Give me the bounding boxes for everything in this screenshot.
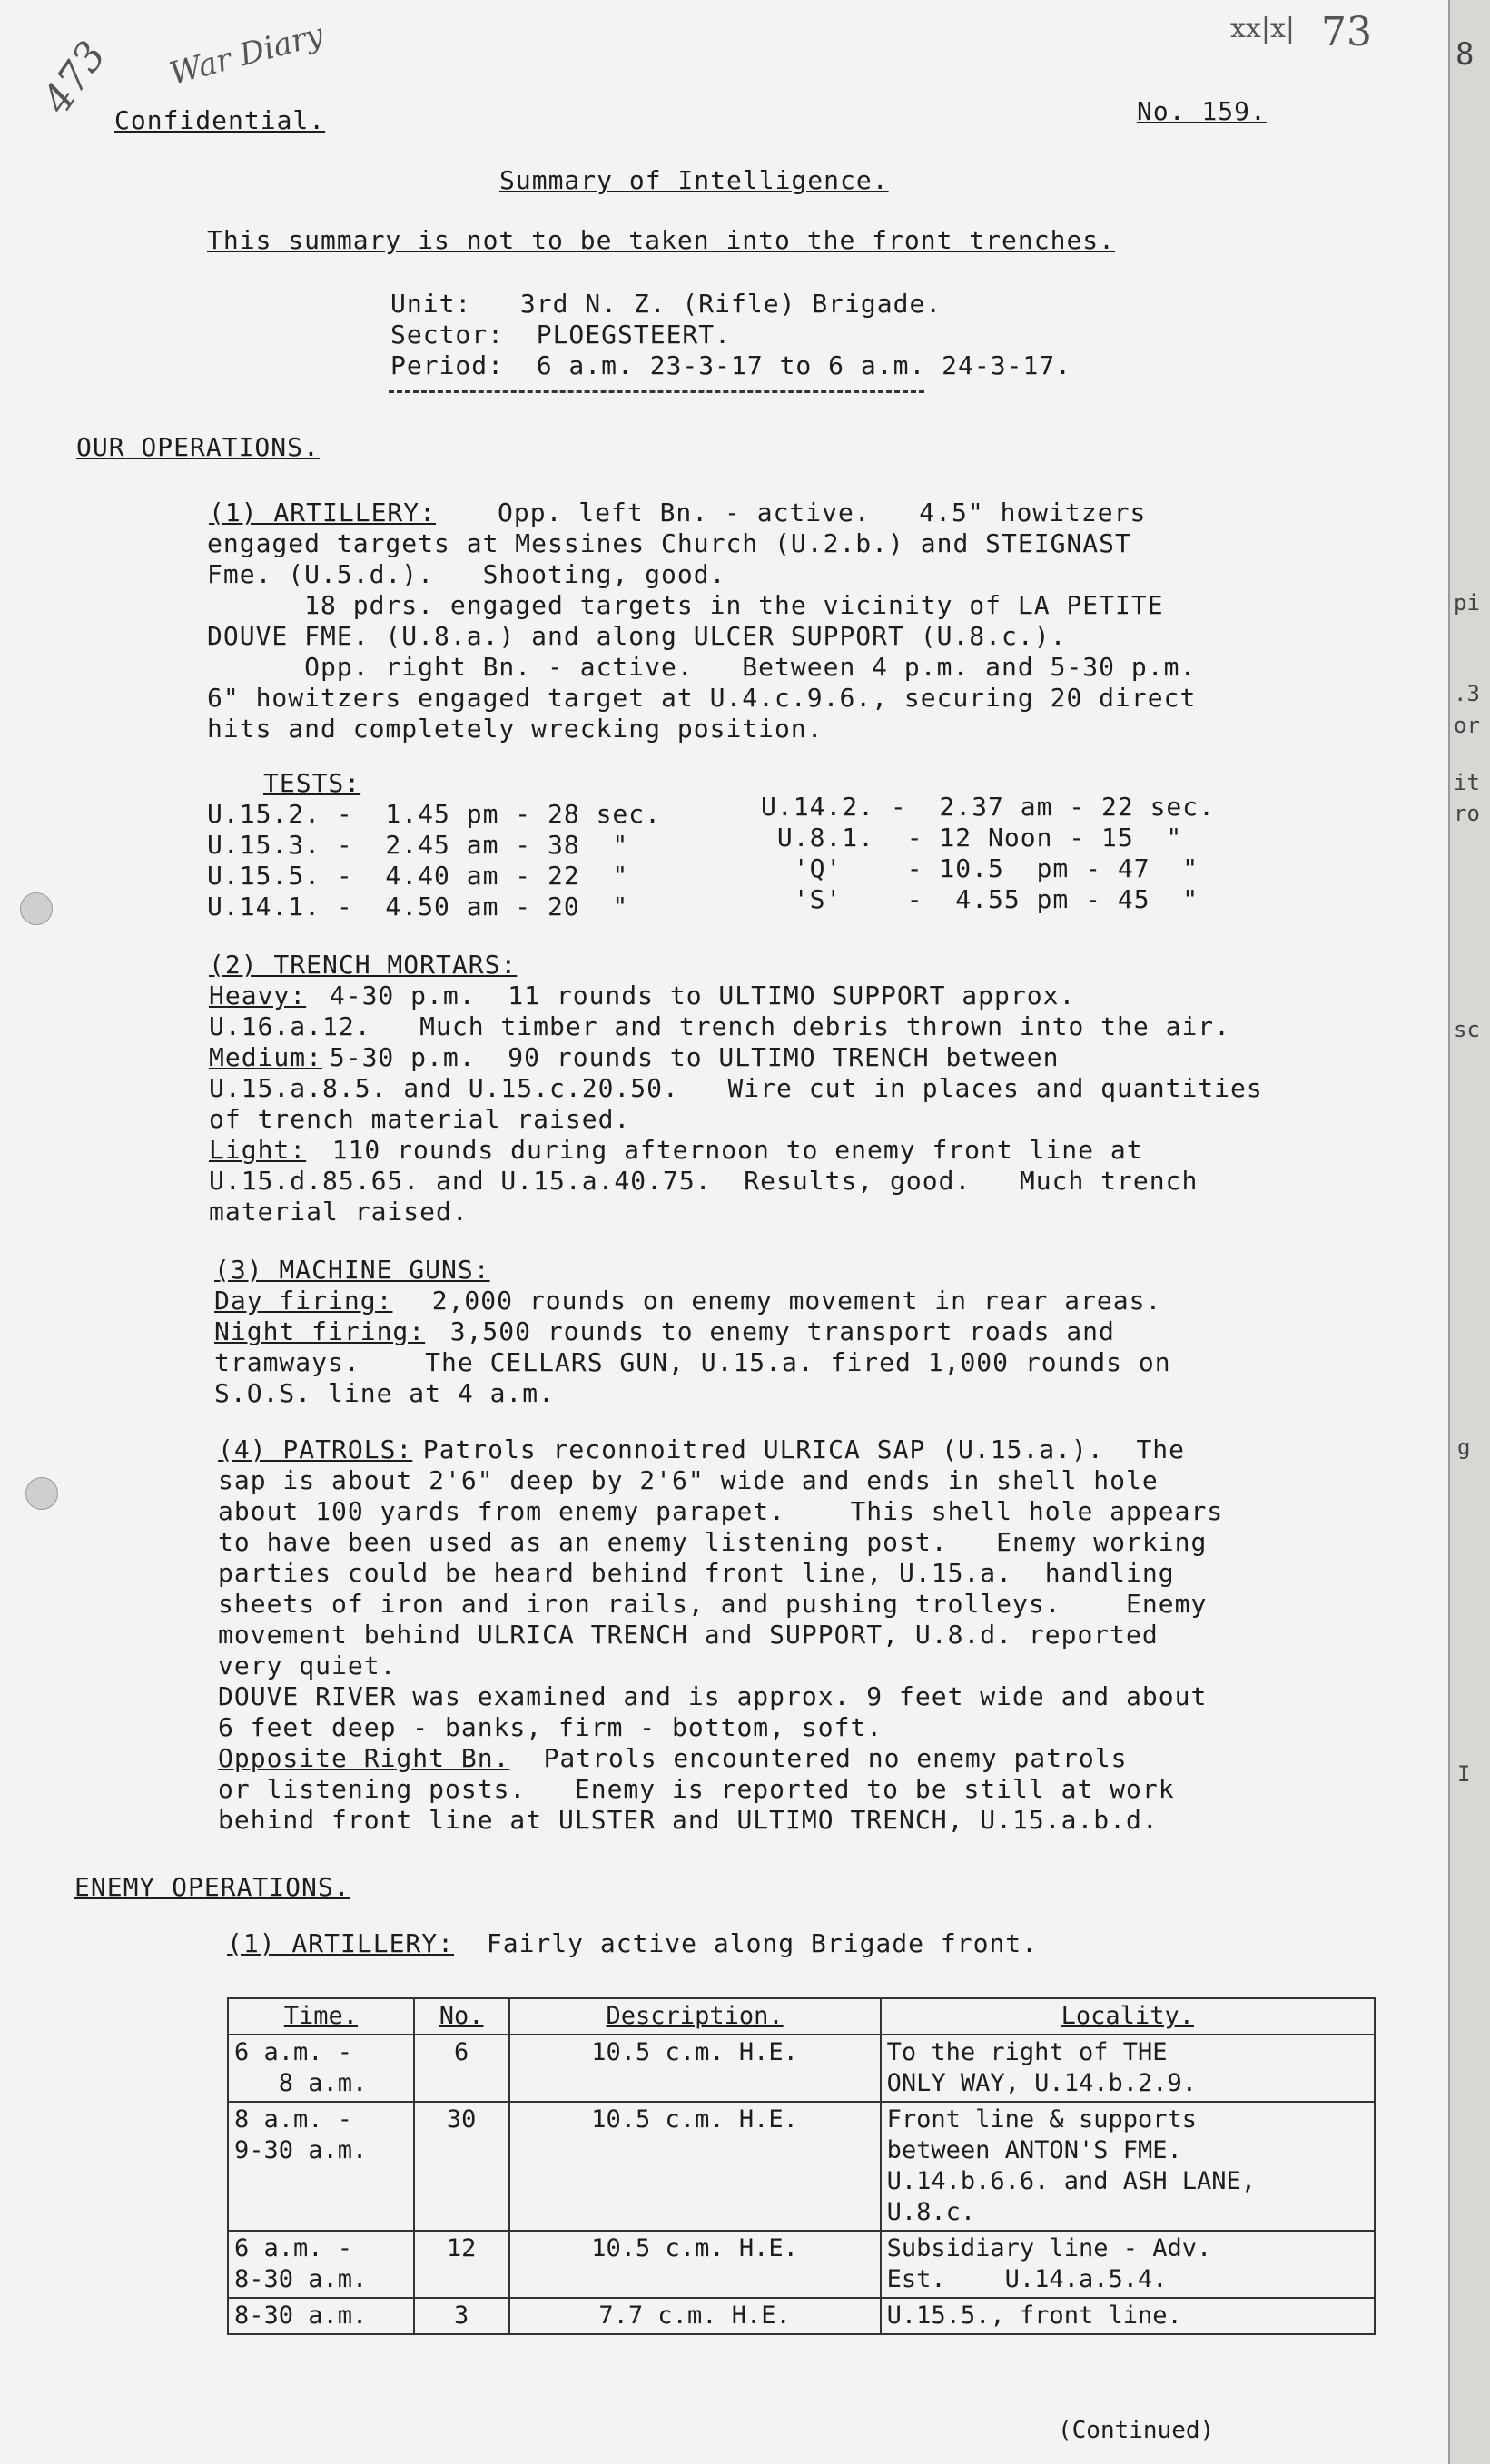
- table-row: [228, 2035, 1375, 2102]
- artillery-text: hits and completely wrecking position.: [207, 714, 824, 744]
- locality-cell: U.15.5., front line.: [886, 2301, 1182, 2330]
- patrols-text: 6 feet deep - banks, firm - bottom, soft.: [218, 1712, 883, 1742]
- patrols-text: parties could be heard behind front line, U.15.a. handling: [218, 1558, 1175, 1588]
- locality-cell: Front line & supports between ANTON'S FME. U.14.b.6.6. and ASH LANE, U.8.c.: [886, 2105, 1257, 2226]
- time-cell: 6 a.m. - 8-30 a.m.: [234, 2234, 368, 2293]
- enemy-artillery-table: [227, 1997, 1376, 2335]
- edge-fragment: or: [1454, 713, 1480, 738]
- night-firing-text: tramways. The CELLARS GUN, U.15.a. fired 1,000 rounds on: [214, 1347, 1171, 1377]
- edge-fragment: 8: [1455, 36, 1475, 73]
- artillery-text: Opp. left Bn. - active. 4.5" howitzers: [498, 498, 1147, 527]
- edge-fragment: I: [1457, 1761, 1471, 1787]
- count-cell: 6: [454, 2038, 469, 2066]
- patrols-text: Patrols reconnoitred ULRICA SAP (U.15.a.). The: [390, 1434, 1186, 1464]
- test-row: U.15.5. - 4.40 am - 22 ": [207, 861, 629, 891]
- patrols-text: movement behind ULRICA TRENCH and SUPPORT, U.8.d. reported: [218, 1620, 1159, 1650]
- medium-text: 5-30 p.m. 90 rounds to ULTIMO TRENCH between: [313, 1042, 1060, 1072]
- patrols-text: or listening posts. Enemy is reported to be still at work: [218, 1774, 1175, 1804]
- description-cell: 10.5 c.m. H.E.: [591, 2038, 798, 2066]
- patrols-text: sheets of iron and iron rails, and pushing trolleys. Enemy: [218, 1589, 1208, 1619]
- trench-mortars-label: (2) TRENCH MORTARS:: [209, 950, 518, 980]
- test-row: U.8.1. - 12 Noon - 15 ": [761, 823, 1183, 853]
- handwritten-file-number: 473: [34, 33, 115, 123]
- night-firing-text: S.O.S. line at 4 a.m.: [214, 1378, 556, 1408]
- period-line: Period: 6 a.m. 23-3-17 to 6 a.m. 24-3-17.: [390, 350, 1072, 380]
- medium-label: Medium:: [209, 1042, 323, 1072]
- night-firing-text: 3,500 rounds to enemy transport roads and: [418, 1316, 1115, 1346]
- patrols-text: about 100 yards from enemy parapet. This shell hole appears: [218, 1496, 1224, 1526]
- patrols-text: behind front line at ULSTER and ULTIMO TRENCH, U.15.a.b.d.: [218, 1805, 1159, 1835]
- count-cell: 12: [446, 2234, 477, 2262]
- patrols-text: DOUVE RIVER was examined and is approx. 9 feet wide and about: [218, 1681, 1208, 1711]
- description-cell: 7.7 c.m. H.E.: [598, 2301, 791, 2330]
- edge-fragment: it: [1454, 770, 1480, 795]
- tests-label: TESTS:: [263, 768, 361, 798]
- locality-cell: To the right of THE ONLY WAY, U.14.b.2.9.: [886, 2038, 1197, 2097]
- column-header-locality: Locality.: [881, 1998, 1375, 2035]
- time-cell: 6 a.m. - 8 a.m.: [234, 2038, 368, 2097]
- handwritten-page-number: 73: [1321, 9, 1372, 55]
- continued-note: (Continued): [1058, 2417, 1215, 2444]
- time-cell: 8 a.m. - 9-30 a.m.: [234, 2105, 368, 2164]
- handwritten-scribble: xx|x|: [1230, 13, 1295, 44]
- edge-fragment: ro: [1454, 801, 1480, 826]
- document-title: Summary of Intelligence.: [499, 165, 889, 195]
- test-row: U.14.1. - 4.50 am - 20 ": [207, 892, 629, 922]
- patrols-text: sap is about 2'6" deep by 2'6" wide and ends in shell hole: [218, 1465, 1159, 1495]
- light-text: 110 rounds during afternoon to enemy front line at: [300, 1135, 1143, 1165]
- heavy-label: Heavy:: [209, 981, 307, 1010]
- time-cell: 8-30 a.m.: [234, 2301, 368, 2330]
- table-row: [228, 2102, 1375, 2231]
- patrols-text: to have been used as an enemy listening post. Enemy working: [218, 1527, 1208, 1557]
- description-cell: 10.5 c.m. H.E.: [591, 2105, 798, 2134]
- enemy-artillery-label: (1) ARTILLERY:: [227, 1928, 455, 1958]
- patrols-text: Patrols encountered no enemy patrols: [495, 1743, 1128, 1773]
- light-text: material raised.: [209, 1197, 469, 1227]
- edge-fragment: g: [1457, 1434, 1471, 1460]
- handwritten-war-diary: War Diary: [165, 16, 328, 93]
- test-row: 'S' - 4.55 pm - 45 ": [761, 884, 1199, 914]
- enemy-operations-heading: ENEMY OPERATIONS.: [74, 1872, 350, 1902]
- medium-text: of trench material raised.: [209, 1104, 631, 1134]
- night-firing-label: Night firing:: [214, 1316, 426, 1346]
- test-row: U.14.2. - 2.37 am - 22 sec.: [761, 792, 1216, 822]
- artillery-text: 6" howitzers engaged target at U.4.c.9.6., securing 20 direct: [207, 683, 1197, 713]
- test-row: 'Q' - 10.5 pm - 47 ": [761, 853, 1199, 883]
- test-row: U.15.3. - 2.45 am - 38 ": [207, 830, 629, 860]
- medium-text: U.15.a.8.5. and U.15.c.20.50. Wire cut in places and quantities: [209, 1073, 1263, 1103]
- count-cell: 30: [446, 2105, 477, 2134]
- artillery-label: (1) ARTILLERY:: [209, 498, 437, 527]
- artillery-text: 18 pdrs. engaged targets in the vicinity of LA PETITE: [207, 590, 1164, 620]
- classification: Confidential.: [114, 105, 326, 135]
- edge-fragment: sc: [1454, 1017, 1480, 1042]
- artillery-text: engaged targets at Messines Church (U.2.b.) and STEIGNAST: [207, 528, 1131, 558]
- patrols-label: (4) PATROLS:: [218, 1434, 413, 1464]
- heavy-text: U.16.a.12. Much timber and trench debris thrown into the air.: [209, 1011, 1231, 1041]
- opposite-right-bn-label: Opposite Right Bn.: [218, 1743, 510, 1773]
- table-header-row: [228, 1998, 1375, 2035]
- test-row: U.15.2. - 1.45 pm - 28 sec.: [207, 799, 662, 829]
- day-firing-text: 2,000 rounds on enemy movement in rear areas.: [400, 1286, 1162, 1316]
- underlying-page-edge: [1448, 0, 1490, 2464]
- edge-fragment: .3: [1454, 681, 1480, 706]
- table-row: [228, 2231, 1375, 2298]
- column-header-time: Time.: [228, 1998, 414, 2035]
- light-label: Light:: [209, 1135, 307, 1165]
- heavy-text: 4-30 p.m. 11 rounds to ULTIMO SUPPORT approx.: [313, 981, 1076, 1010]
- punch-hole: [20, 892, 53, 925]
- our-operations-heading: OUR OPERATIONS.: [76, 432, 320, 462]
- column-header-no: No.: [414, 1998, 509, 2035]
- artillery-text: Fme. (U.5.d.). Shooting, good.: [207, 559, 726, 589]
- document-number: No. 159.: [1137, 96, 1267, 126]
- unit-line: Unit: 3rd N. Z. (Rifle) Brigade.: [390, 289, 942, 319]
- count-cell: 3: [454, 2301, 469, 2330]
- patrols-text: very quiet.: [218, 1651, 397, 1680]
- warning-note: This summary is not to be taken into the front trenches.: [207, 225, 1116, 255]
- punch-hole: [25, 1477, 58, 1510]
- enemy-artillery-text: Fairly active along Brigade front.: [470, 1928, 1039, 1958]
- day-firing-label: Day firing:: [214, 1286, 393, 1316]
- artillery-text: Opp. right Bn. - active. Between 4 p.m. and 5-30 p.m.: [207, 652, 1197, 682]
- light-text: U.15.d.85.65. and U.15.a.40.75. Results, good. Much trench: [209, 1166, 1199, 1196]
- artillery-text: DOUVE FME. (U.8.a.) and along ULCER SUPPORT (U.8.c.).: [207, 621, 1067, 651]
- table-row: [228, 2298, 1375, 2334]
- machine-guns-label: (3) MACHINE GUNS:: [214, 1255, 490, 1285]
- divider: [389, 390, 924, 393]
- sector-line: Sector: PLOEGSTEERT.: [390, 320, 732, 350]
- column-header-description: Description.: [509, 1998, 881, 2035]
- locality-cell: Subsidiary line - Adv. Est. U.14.a.5.4.: [886, 2234, 1212, 2293]
- description-cell: 10.5 c.m. H.E.: [591, 2234, 798, 2262]
- edge-fragment: pi: [1454, 590, 1480, 616]
